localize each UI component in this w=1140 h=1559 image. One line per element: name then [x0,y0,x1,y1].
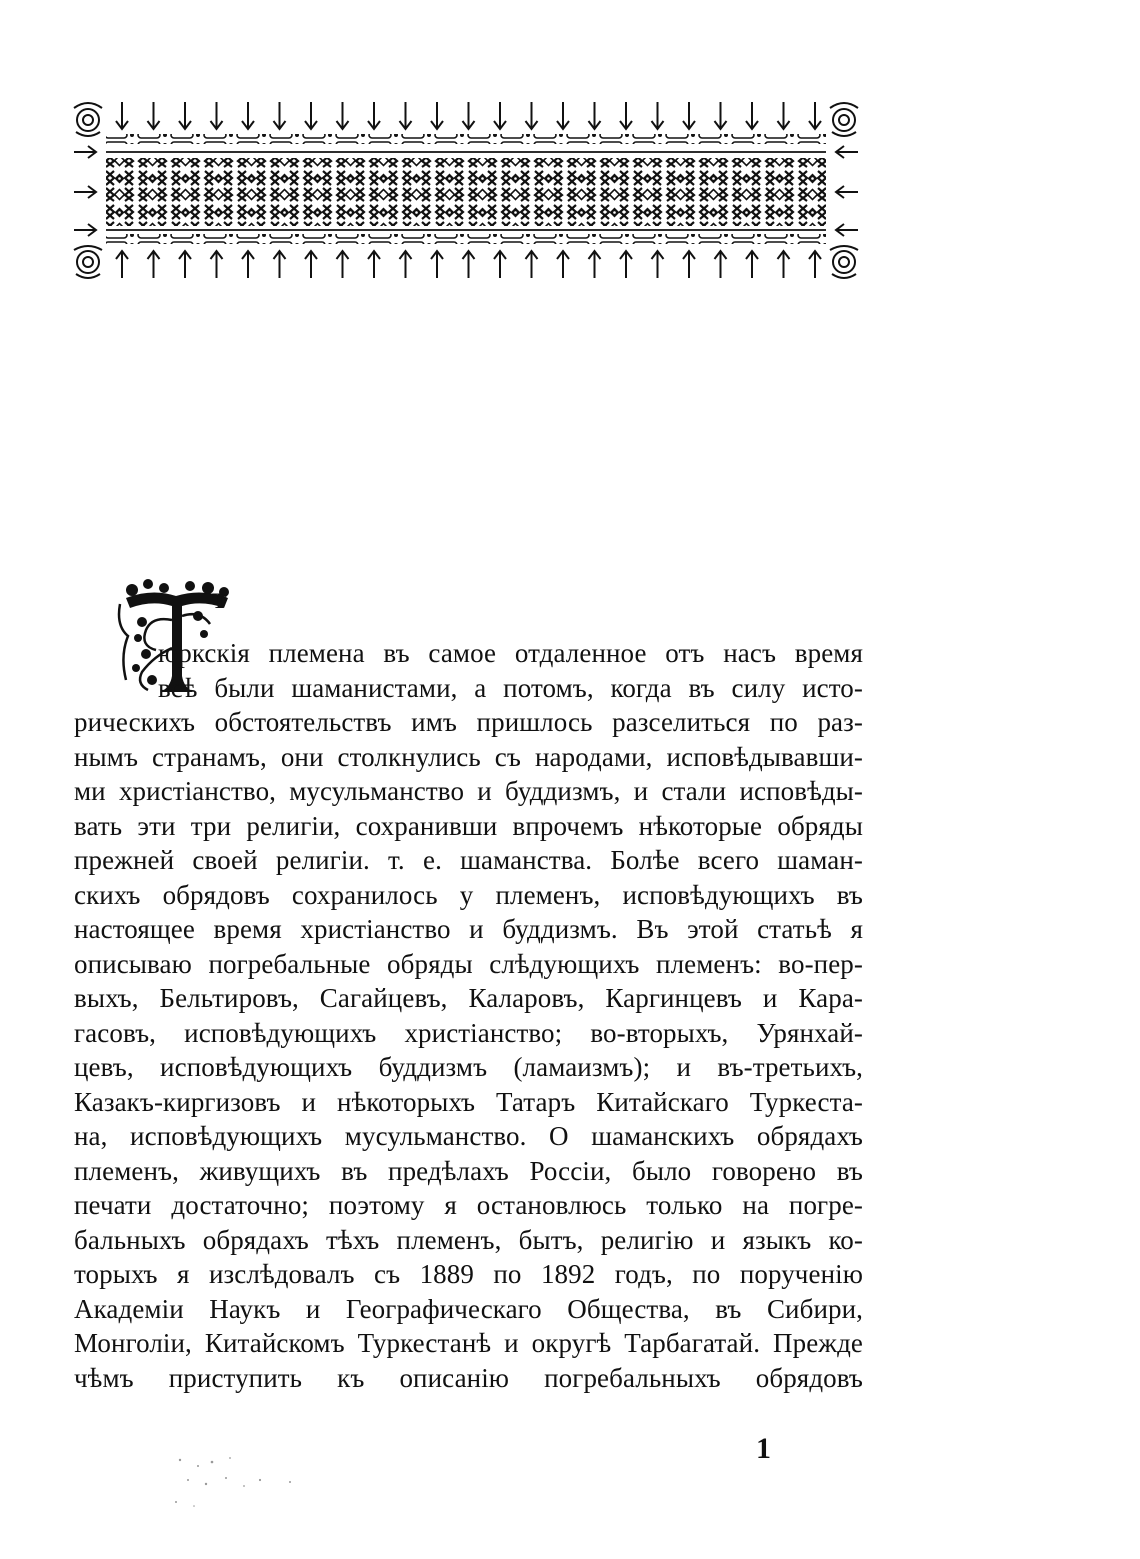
text-line: бальныхъ обрядахъ тѣхъ племенъ, бытъ, религію и языкъ ко- [74,1224,863,1255]
body-text [74,636,863,1395]
decorative-border-icon [70,100,862,280]
up-arrow-icon [746,251,758,278]
down-arrow-icon [526,102,538,129]
up-arrow-icon [116,251,128,278]
down-arrow-icon [368,102,380,129]
text-line: юркскія племена въ самое отдаленное отъ насъ время [158,638,863,668]
text-line: Монголіи, Китайскомъ Туркестанѣ и округѣ Тарбагатай. Прежде [74,1328,863,1358]
text-line: ми христіанство, мусульманство и буддизмъ, и стали исповѣды- [74,776,863,806]
text-line: настоящее время христіанство и буддизмъ. Въ этой статьѣ я [74,914,863,944]
up-arrow-icon [179,251,191,278]
down-arrow-icon [116,102,128,129]
up-arrow-icon [242,251,254,278]
text-line: Академіи Наукъ и Географическаго Общества, въ Сибири, [74,1293,863,1324]
up-arrow-icon [337,251,349,278]
up-arrow-icon [274,251,286,278]
down-arrow-icon [809,102,821,129]
text-line: торыхъ я изслѣдовалъ съ 1889 по 1892 годъ, по порученію [74,1259,863,1289]
down-arrow-icon [242,102,254,129]
page-number: 1 [756,1432,771,1465]
text-line: описываю погребальные обряды слѣдующихъ племенъ: во-пер- [74,948,863,979]
drop-cap-letter: Т [212,588,227,613]
down-arrow-icon [179,102,191,129]
up-arrow-icon [620,251,632,278]
up-arrow-icon [589,251,601,278]
up-arrow-icon [211,251,223,278]
down-arrow-icon [463,102,475,129]
down-arrow-icon [652,102,664,129]
text-line: рическихъ обстоятельствъ имъ пришлось разселиться по раз- [74,707,863,737]
up-arrow-icon [715,251,727,278]
down-arrow-icon [337,102,349,129]
down-arrow-icon [148,102,160,129]
down-arrow-icon [589,102,601,129]
up-arrow-icon [494,251,506,278]
up-arrow-icon [778,251,790,278]
down-arrow-icon [400,102,412,129]
text-line: выхъ, Бельтировъ, Сагайцевъ, Каларовъ, Каргинцевъ и Кара- [74,983,863,1013]
up-arrow-icon [557,251,569,278]
up-arrow-icon [431,251,443,278]
down-arrow-icon [620,102,632,129]
text-line: всѣ были шаманистами, а потомъ, когда въ силу исто- [158,672,863,703]
up-arrow-icon [652,251,664,278]
up-arrow-icon [148,251,160,278]
text-line: племенъ, живущихъ въ предѣлахъ Россіи, было говорено въ [74,1155,863,1186]
up-arrow-icon [526,251,538,278]
text-line: печати достаточно; поэтому я остановлюсь только на погре- [74,1190,863,1220]
text-line: нымъ странамъ, они столкнулись съ народами, исповѣдывавши- [74,741,863,772]
text-line: на, исповѣдующихъ мусульманство. О шаманскихъ обрядахъ [74,1121,863,1151]
text-line: Казакъ-киргизовъ и нѣкоторыхъ Татаръ Китайскаго Туркеста- [74,1086,863,1117]
down-arrow-icon [211,102,223,129]
text-line: чѣмъ приступить къ описанію погребальныхъ обрядовъ [74,1362,863,1393]
down-arrow-icon [715,102,727,129]
up-arrow-icon [463,251,475,278]
up-arrow-icon [683,251,695,278]
text-line: прежней своей религіи. т. е. шаманства. Болѣе всего шаман- [74,845,863,875]
up-arrow-icon [368,251,380,278]
down-arrow-icon [683,102,695,129]
down-arrow-icon [746,102,758,129]
up-arrow-icon [305,251,317,278]
up-arrow-icon [400,251,412,278]
text-line: цевъ, исповѣдующихъ буддизмъ (ламаизмъ); и въ-третьихъ, [74,1052,863,1082]
down-arrow-icon [494,102,506,129]
up-arrow-icon [809,251,821,278]
text-line: вать эти три религіи, сохранивши впрочемъ нѣкоторые обряды [74,810,863,841]
text-line: гасовъ, исповѣдующихъ христіанство; во-вторыхъ, Урянхай- [74,1017,863,1048]
down-arrow-icon [778,102,790,129]
down-arrow-icon [557,102,569,129]
text-line: скихъ обрядовъ сохранилось у племенъ, исповѣдующихъ въ [74,879,863,910]
down-arrow-icon [305,102,317,129]
down-arrow-icon [274,102,286,129]
scan-specks-icon [140,1440,340,1540]
down-arrow-icon [431,102,443,129]
